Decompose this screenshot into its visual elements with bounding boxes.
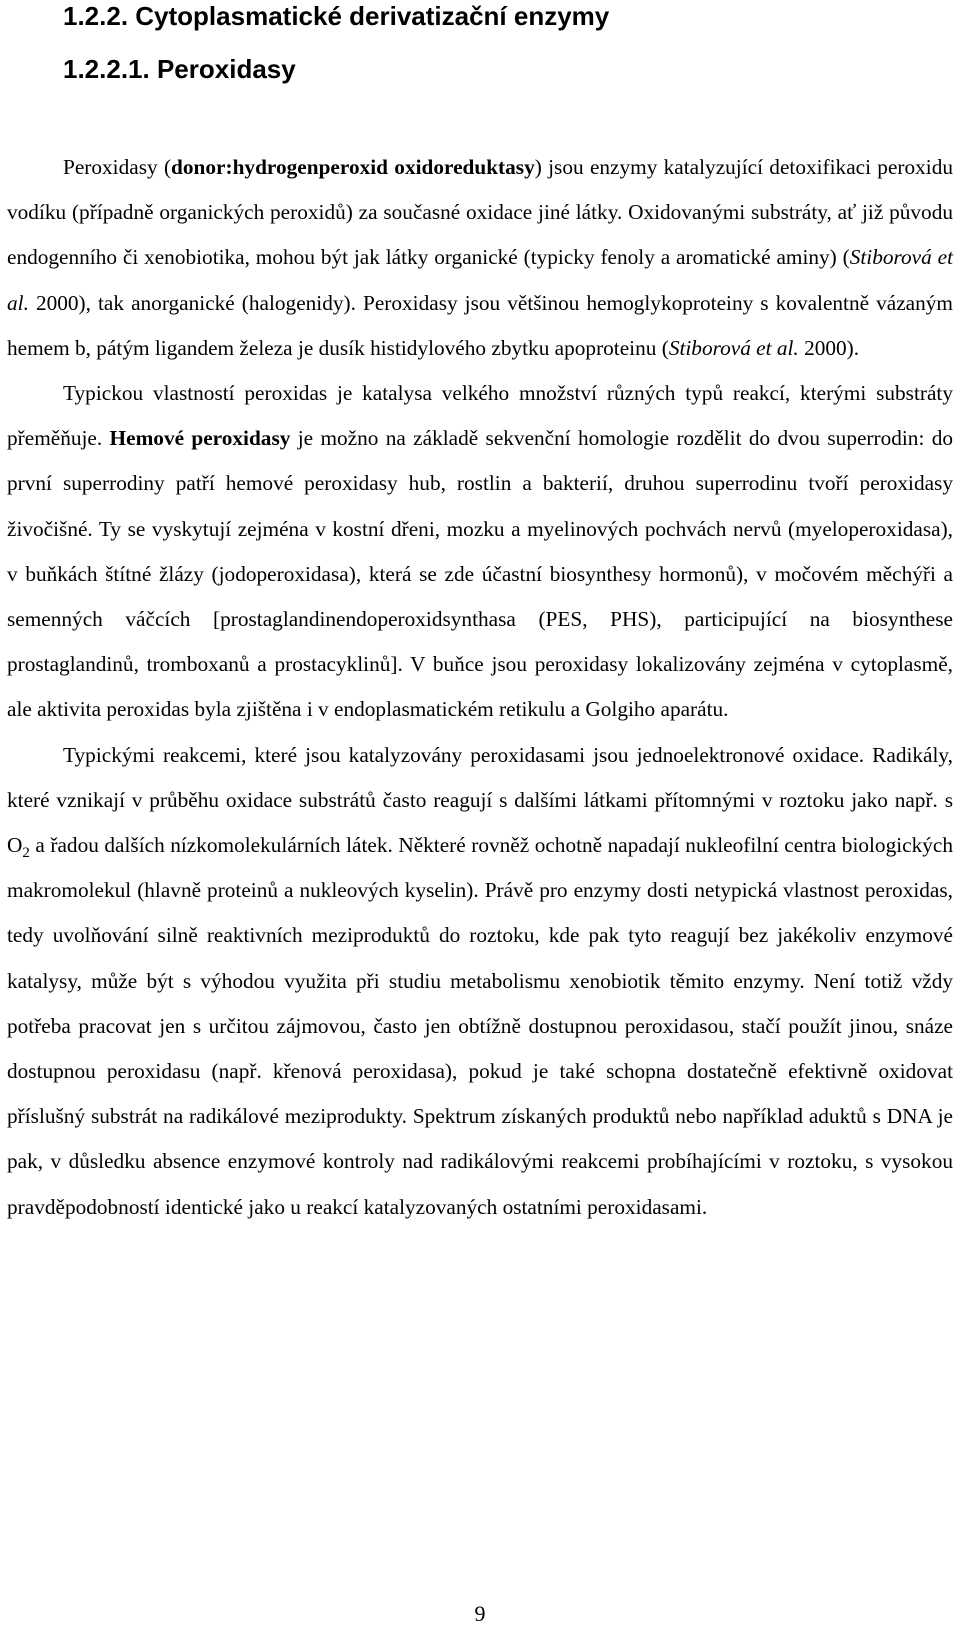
section-heading: 1.2.2. Cytoplasmatické derivatizační enzymy	[63, 1, 610, 31]
citation-authors: Stiborová et al.	[668, 335, 799, 360]
paragraph-text: 2000), tak anorganické (halogenidy). Peroxidasy jsou většinou hemoglykoproteiny s kovalentně vázaným hemem b, pátým ligandem železa je dusík histidylového zbytku apoproteinu (	[7, 290, 953, 360]
paragraph-text: Typickou vlastností peroxidas je katalysa velkého množství různých typů reakcí, kterými substráty přeměňuje.	[7, 381, 953, 451]
paragraph-text: a řadou dalších nízkomolekulárních látek. Některé rovněž ochotně napadají nukleofilní centra biologických makromolekul (hlavně proteinů a nukleových kyselin). Právě pro enzymy dosti netypická vlastnost peroxidas, tedy uvolňování silně reaktivních meziproduktů do roztoku, kde pak tyto reagují bez jakékoliv enzymové katalysy, může být s výhodou využita při studiu metabolismu xenobiotik těmito enzymy. Není totiž vždy potřeba pracovat jen s určitou zájmovou, často jen obtížně dostupnou peroxidasou, stačí použít jinou, snáze dostupnou peroxidasu (např. křenová peroxidasa), pokud je také schopna dostatečně efektivně oxidovat příslušný substrát na radikálové meziprodukty. Spektrum získaných produktů nebo například aduktů s DNA je pak, v důsledku absence enzymové kontroly nad radikálovými reakcemi probíhajícími v roztoku, s vysokou pravděpodobností identické jako u reakcí katalyzovaných ostatními peroxidasami.	[7, 833, 953, 1219]
paragraph-text: 2000).	[798, 335, 860, 360]
paragraph-classification	[7, 371, 953, 733]
paragraph-definition	[7, 145, 953, 371]
paragraph-text: Typickými reakcemi, které jsou katalyzovány peroxidasami jsou jednoelektronové oxidace. Radikály, které vznikají v průběhu oxidace substrátů často reagují s dalšími látkami přítomnými v roztoku jako např. s O	[7, 742, 953, 858]
subsection-heading: 1.2.2.1. Peroxidasy	[63, 54, 296, 84]
paragraph-text: ) jsou enzymy katalyzující detoxifikaci peroxidu vodíku (případně organických peroxidů) za současné oxidace jiné látky. Oxidovanými substráty, ať již původu endogenního či xenobiotika, mohou být jak látky organické (typicky fenoly a aromatické aminy) (	[7, 155, 954, 270]
paragraph-text: Peroxidasy (	[63, 155, 172, 179]
oxygen-subscript: 2	[22, 845, 30, 862]
paragraph-reactions	[7, 733, 953, 1230]
paragraph-text: je možno na základě sekvenční homologie rozdělit do dvou superrodin: do první superrodiny patří hemové peroxidasy hub, rostlin a bakterií, druhou superrodinu tvoří peroxidasy živočišné. Ty se vyskytují zejména v kostní dřeni, mozku a myelinových pochvách nervů (myeloperoxidasa), v buňkách štítné žlázy (jodoperoxidasa), která se zde účastní biosynthesy hormonů), v močovém měchýři a semenných váčcích [prostaglandinendoperoxidsynthasa (PES, PHS), participující na biosynthese prostaglandinů, tromboxanů a prostacyklinů]. V buňce jsou peroxidasy lokalizovány zejména v cytoplasmě, ale aktivita peroxidas byla zjištěna i v endoplasmatickém retikulu a Golgiho aparátu.	[7, 426, 954, 722]
bold-term-enzyme-name: donor:hydrogenperoxid oxidoreduktasy	[171, 155, 535, 179]
citation-authors: Stiborová et al.	[7, 245, 953, 315]
page-number: 9	[474, 1601, 486, 1626]
bold-term-heme-peroxidases: Hemové peroxidasy	[109, 426, 291, 451]
body-text	[7, 145, 953, 1230]
